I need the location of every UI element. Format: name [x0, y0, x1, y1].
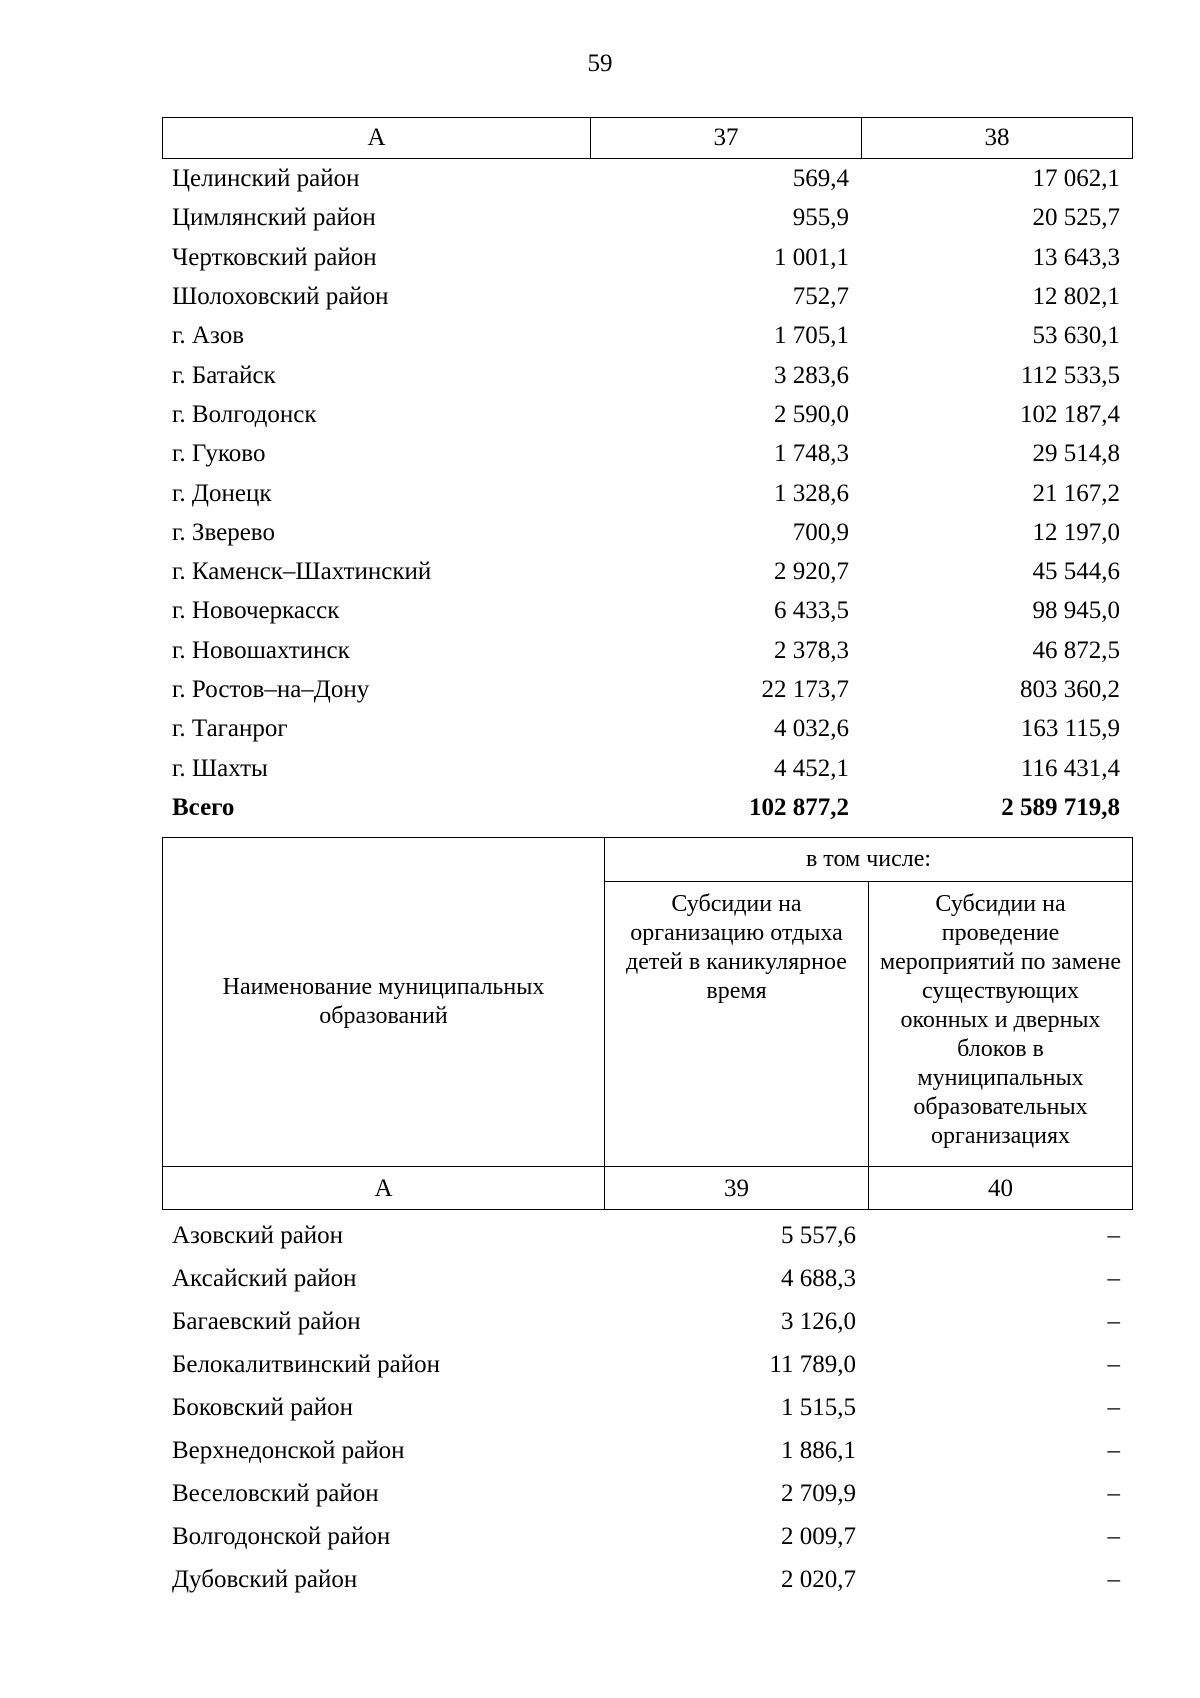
row-name: г. Ростов–на–Дону	[172, 676, 370, 703]
row-value-38: 53 630,1	[1032, 322, 1120, 350]
table-row	[162, 709, 1132, 748]
page-number: 59	[587, 50, 613, 77]
row-value-37: 752,7	[792, 283, 849, 311]
row-name: г. Каменск–Шахтинский	[172, 558, 432, 586]
header-col-a: А	[163, 118, 591, 159]
row-value-39: 2 020,7	[781, 1566, 856, 1593]
table1-header	[162, 117, 1133, 159]
table-row	[162, 748, 1132, 787]
total-row	[162, 788, 1132, 827]
table-row	[162, 1343, 1132, 1386]
table-row	[162, 1472, 1132, 1515]
table-row	[162, 1558, 1132, 1601]
row-value-40: –	[1107, 1394, 1120, 1421]
row-value-37: 6 433,5	[774, 597, 849, 625]
table-row	[162, 1429, 1132, 1472]
row-value-39: 5 557,6	[781, 1222, 856, 1249]
row-name: г. Гуково	[172, 440, 266, 468]
row-value-37: 1 705,1	[774, 322, 849, 350]
row-value-38: 21 167,2	[1032, 479, 1120, 507]
table-row	[162, 1257, 1132, 1300]
row-value-39: 11 789,0	[769, 1351, 856, 1378]
table-row	[162, 316, 1132, 355]
row-value-38: 12 197,0	[1032, 518, 1120, 546]
row-name: Цимлянский район	[172, 204, 376, 232]
row-value-37: 1 748,3	[774, 440, 849, 468]
table-row	[162, 198, 1132, 237]
row-value-38: 98 945,0	[1032, 597, 1120, 625]
row-value-40: –	[1107, 1351, 1120, 1378]
row-value-37: 569,4	[792, 165, 849, 193]
row-name: г. Азов	[172, 322, 245, 350]
row-name: г. Зверево	[172, 518, 275, 546]
header-col-38: 38	[862, 118, 1133, 159]
row-value-39: 3 126,0	[781, 1308, 856, 1335]
table-row	[162, 591, 1132, 630]
table-row	[162, 434, 1132, 473]
row-value-40: –	[1107, 1566, 1120, 1593]
row-value-39: 1 515,5	[781, 1394, 856, 1421]
row-value-37: 2 590,0	[774, 400, 849, 428]
row-value-39: 2 709,9	[781, 1480, 856, 1507]
table-row	[162, 552, 1132, 591]
row-value-38: 13 643,3	[1032, 243, 1120, 271]
row-value-37: 955,9	[792, 204, 849, 232]
row-value-37: 4 452,1	[774, 754, 849, 782]
row-name: Целинский район	[172, 165, 360, 193]
row-name: Азовский район	[172, 1222, 344, 1249]
table2-header	[162, 837, 1133, 1210]
row-value-38: 46 872,5	[1032, 636, 1120, 664]
row-name: Шолоховский район	[172, 283, 389, 311]
row-value-37: 22 173,7	[761, 676, 849, 703]
table1-body	[162, 159, 1132, 827]
row-value-37: 2 920,7	[774, 558, 849, 586]
row-name: г. Таганрог	[172, 715, 288, 743]
row-value-37: 1 328,6	[774, 479, 849, 507]
row-value-38: 17 062,1	[1032, 165, 1120, 193]
row-value-37: 4 032,6	[774, 715, 849, 743]
row-value-40: –	[1107, 1308, 1120, 1335]
table-row	[162, 395, 1132, 434]
row-name: г. Донецк	[172, 479, 272, 507]
row-value-37: 2 378,3	[774, 636, 849, 664]
row-name: Дубовский район	[172, 1566, 358, 1593]
total-label: Всего	[172, 793, 235, 821]
table-row	[162, 1300, 1132, 1343]
number-col-39: 39	[605, 1167, 869, 1210]
row-value-38: 12 802,1	[1032, 283, 1120, 311]
row-value-37: 700,9	[792, 518, 849, 546]
number-col-40: 40	[869, 1167, 1133, 1210]
row-value-38: 45 544,6	[1032, 558, 1120, 586]
row-value-38: 29 514,8	[1032, 440, 1120, 468]
row-value-40: –	[1107, 1523, 1120, 1550]
row-name: Верхнедонской район	[172, 1437, 405, 1464]
total-value-37: 102 877,2	[749, 793, 849, 821]
table-row	[162, 631, 1132, 670]
row-value-39: 1 886,1	[781, 1437, 856, 1464]
row-value-37: 3 283,6	[774, 361, 849, 389]
row-value-40: –	[1107, 1480, 1120, 1507]
row-value-40: –	[1107, 1437, 1120, 1464]
table2-body	[162, 1214, 1132, 1601]
table-row	[162, 513, 1132, 552]
number-col-a: А	[163, 1167, 605, 1210]
table-row	[162, 277, 1132, 316]
row-value-39: 2 009,7	[781, 1523, 856, 1550]
subsidies-table	[162, 837, 1132, 1601]
header-col-40: Субсидии на проведение мероприятий по замене существующих оконных и дверных блоков в муниципальных образовательных организациях	[869, 882, 1133, 1167]
row-name: Веселовский район	[172, 1480, 379, 1507]
table-row	[162, 1214, 1132, 1257]
table-row	[162, 159, 1132, 198]
row-name: Чертковский район	[172, 243, 377, 271]
table-row	[162, 1386, 1132, 1429]
row-value-38: 803 360,2	[1020, 676, 1120, 703]
row-name: г. Волгодонск	[172, 400, 317, 428]
row-value-38: 112 533,5	[1020, 361, 1120, 389]
row-name: Багаевский район	[172, 1308, 361, 1335]
row-name: г. Новошахтинск	[172, 636, 350, 664]
table-row	[162, 1515, 1132, 1558]
row-value-40: –	[1107, 1222, 1120, 1249]
total-value-38: 2 589 719,8	[1001, 793, 1120, 821]
header-col-39: Субсидии на организацию отдыха детей в каникулярное время	[605, 882, 869, 1167]
row-value-40: –	[1107, 1265, 1120, 1292]
table-continuation	[162, 117, 1132, 827]
header-col-37: 37	[591, 118, 862, 159]
table-row	[162, 473, 1132, 512]
table-row	[162, 355, 1132, 394]
row-name: Аксайский район	[172, 1265, 357, 1292]
row-value-38: 102 187,4	[1020, 400, 1120, 428]
row-value-38: 163 115,9	[1020, 715, 1120, 743]
row-name: Волгодонской район	[172, 1523, 391, 1550]
row-value-38: 20 525,7	[1032, 204, 1120, 232]
row-value-37: 1 001,1	[774, 243, 849, 271]
row-name: Белокалитвинский район	[172, 1351, 440, 1378]
header-group-including: в том числе:	[605, 838, 1133, 882]
row-name: г. Батайск	[172, 361, 276, 389]
table-row	[162, 238, 1132, 277]
row-value-39: 4 688,3	[781, 1265, 856, 1292]
table-row	[162, 670, 1132, 709]
row-name: г. Новочеркасск	[172, 597, 340, 625]
header-municipality-name: Наименование муниципальных образований	[163, 838, 605, 1167]
row-name: Боковский район	[172, 1394, 353, 1421]
row-name: г. Шахты	[172, 754, 268, 782]
row-value-38: 116 431,4	[1020, 754, 1120, 782]
